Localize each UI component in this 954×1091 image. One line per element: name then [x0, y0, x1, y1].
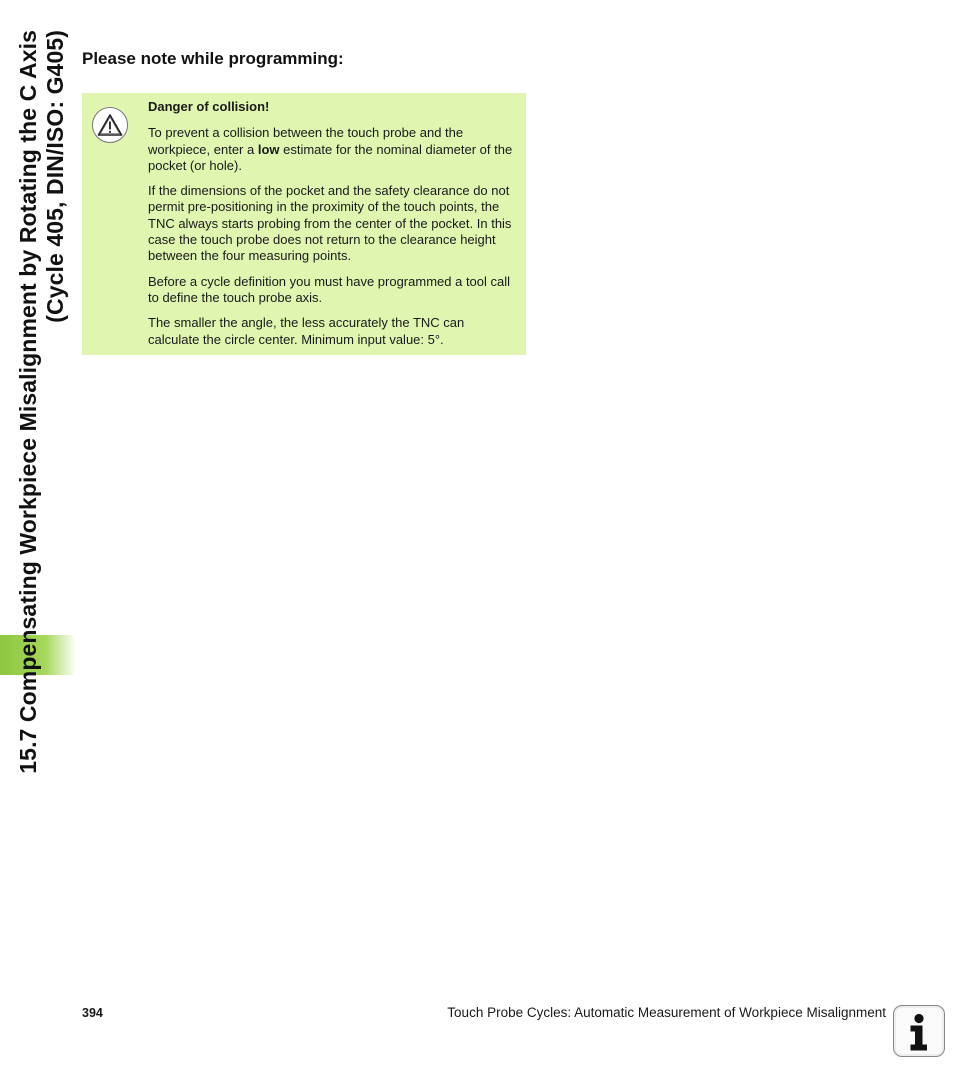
note-paragraph-1	[148, 125, 518, 174]
note-paragraph-4: The smaller the angle, the less accurately the TNC can calculate the circle center. Minimum input value: 5°.	[148, 315, 465, 347]
info-icon	[893, 1005, 945, 1057]
note-p1-bold: low	[257, 141, 280, 157]
footer-chapter-title: Touch Probe Cycles: Automatic Measurement of Workpiece Misalignment	[447, 1005, 886, 1020]
note-body	[148, 99, 518, 357]
note-paragraph-3: Before a cycle definition you must have programmed a tool call to define the touch probe axis.	[148, 273, 511, 305]
section-heading: Please note while programming:	[82, 49, 344, 68]
note-paragraph-2: If the dimensions of the pocket and the safety clearance do not permit pre-positioning in the proximity of the touch points, the TNC always starts probing from the center of the pocket. In this case the touch probe does not return to the clearance height between the four measuring points.	[148, 183, 512, 264]
section-title-line2: (Cycle 405, DIN/ISO: G405)	[42, 30, 68, 323]
collision-warning-note	[82, 93, 526, 355]
note-p1-text: To prevent a collision between the touch probe and the workpiece, enter a	[148, 125, 464, 157]
note-p1-text-end: estimate for the nominal diameter of the pocket (or hole).	[148, 141, 513, 173]
warning-triangle-icon	[92, 107, 128, 143]
section-title-line1: 15.7 Compensating Workpiece Misalignment by Rotating the C Axis	[15, 30, 41, 774]
page-number: 394	[82, 1006, 103, 1020]
vertical-section-title	[10, 30, 74, 890]
note-title: Danger of collision!	[148, 99, 270, 114]
